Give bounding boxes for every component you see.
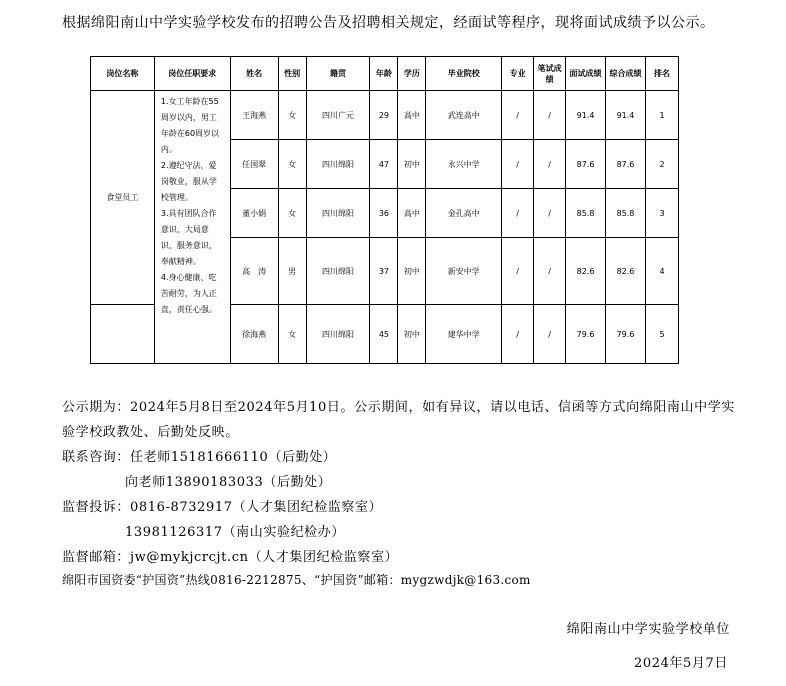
cell-origin: 四川绵阳 — [306, 140, 370, 189]
supervision-row — [62, 496, 382, 515]
header-major: 专业 — [502, 57, 534, 91]
cell-gender: 女 — [278, 189, 306, 238]
cell-age: 45 — [370, 305, 398, 364]
cell-major: / — [502, 238, 534, 305]
signature-org: 绵阳南山中学实验学校单位 — [566, 622, 730, 637]
hotline-text: 绵阳市国资委“护国资”热线0816-2212875、“护国资”邮箱：mygzwdjk@163.com — [62, 573, 531, 587]
cell-rank: 3 — [645, 189, 678, 238]
cell-rank: 1 — [645, 91, 678, 140]
cell-written: / — [534, 305, 566, 364]
cell-origin: 四川绵阳 — [306, 305, 370, 364]
table-header-row — [91, 57, 679, 91]
requirement-item: 2.遵纪守法，爱岗敬业，服从学校管理。 — [160, 161, 217, 202]
position-cell-empty — [91, 305, 155, 364]
email-row — [62, 546, 398, 565]
email-address: jw@mykjcrcjt.cn（人才集团纪检监察室） — [130, 550, 399, 565]
header-requirements: 岗位任职要求 — [154, 57, 230, 91]
cell-written: / — [534, 140, 566, 189]
cell-age: 36 — [370, 189, 398, 238]
cell-education: 初中 — [398, 305, 426, 364]
cell-rank: 5 — [645, 305, 678, 364]
cell-origin: 四川广元 — [306, 91, 370, 140]
header-origin: 籍贯 — [306, 57, 370, 91]
supervision-2: 13981126317（南山实验纪检办） — [125, 525, 345, 540]
header-written: 笔试成绩 — [534, 57, 566, 91]
header-rank: 排名 — [645, 57, 678, 91]
cell-major: / — [502, 305, 534, 364]
cell-gender: 女 — [278, 91, 306, 140]
cell-age: 47 — [370, 140, 398, 189]
cell-school: 武连高中 — [426, 91, 502, 140]
table-row — [91, 91, 679, 140]
cell-overall: 87.6 — [606, 140, 646, 189]
cell-major: / — [502, 140, 534, 189]
requirement-item: 1.女工年龄在55周岁以内，男工年龄在60周岁以内。 — [160, 97, 220, 154]
cell-interview: 82.6 — [566, 238, 606, 305]
cell-written: / — [534, 91, 566, 140]
cell-interview: 79.6 — [566, 305, 606, 364]
table-body — [91, 91, 679, 364]
notice-period-line1: 公示期为：2024年5月8日至2024年5月10日。公示期间，如有异议，请以电话、信函等方式向绵阳南山中学实 — [62, 400, 735, 415]
requirement-item: 3.具有团队合作意识、大局意识、服务意识，奉献精神。 — [160, 209, 217, 266]
cell-school: 金孔高中 — [426, 189, 502, 238]
supervision-1: 0816-8732917（人才集团纪检监察室） — [130, 500, 383, 515]
cell-origin: 四川绵阳 — [306, 189, 370, 238]
cell-interview: 85.8 — [566, 189, 606, 238]
cell-gender: 女 — [278, 140, 306, 189]
cell-gender: 女 — [278, 305, 306, 364]
cell-education: 高中 — [398, 91, 426, 140]
position-cell: 食堂员工 — [91, 91, 155, 305]
cell-name: 任国翠 — [230, 140, 278, 189]
cell-school: 永兴中学 — [426, 140, 502, 189]
cell-interview: 91.4 — [566, 91, 606, 140]
cell-overall: 82.6 — [606, 238, 646, 305]
email-label: 监督邮箱： — [62, 550, 131, 565]
header-interview: 面试成绩 — [566, 57, 606, 91]
cell-school: 新安中学 — [426, 238, 502, 305]
header-age: 年龄 — [370, 57, 398, 91]
cell-major: / — [502, 91, 534, 140]
cell-age: 29 — [370, 91, 398, 140]
header-name: 姓名 — [230, 57, 278, 91]
header-gender: 性别 — [278, 57, 306, 91]
cell-rank: 2 — [645, 140, 678, 189]
contact-label: 联系咨询： — [62, 450, 131, 465]
cell-name: 高 涛 — [230, 238, 278, 305]
cell-education: 高中 — [398, 189, 426, 238]
cell-written: / — [534, 189, 566, 238]
cell-rank: 4 — [645, 238, 678, 305]
cell-education: 初中 — [398, 238, 426, 305]
header-overall: 综合成绩 — [606, 57, 646, 91]
contact-row — [62, 446, 336, 465]
cell-name: 董小娟 — [230, 189, 278, 238]
cell-origin: 四川绵阳 — [306, 238, 370, 305]
header-education: 学历 — [398, 57, 426, 91]
header-school: 毕业院校 — [426, 57, 502, 91]
contact-2: 向老师13890183033（后勤处） — [125, 475, 332, 490]
cell-interview: 87.6 — [566, 140, 606, 189]
notice-period-line2: 验学校政教处、后勤处反映。 — [62, 425, 239, 440]
supervision-label: 监督投诉： — [62, 500, 131, 515]
header-position: 岗位名称 — [91, 57, 155, 91]
cell-overall: 79.6 — [606, 305, 646, 364]
cell-overall: 91.4 — [606, 91, 646, 140]
cell-age: 37 — [370, 238, 398, 305]
cell-gender: 男 — [278, 238, 306, 305]
intro-text: 根据绵阳南山中学实验学校发布的招聘公告及招聘相关规定，经面试等程序，现将面试成绩予以公示。 — [62, 15, 715, 31]
results-table — [90, 56, 679, 364]
cell-name: 王海燕 — [230, 91, 278, 140]
contact-1: 任老师15181666110（后勤处） — [130, 450, 337, 465]
cell-school: 建华中学 — [426, 305, 502, 364]
cell-education: 初中 — [398, 140, 426, 189]
requirements-cell — [154, 91, 230, 364]
cell-written: / — [534, 238, 566, 305]
cell-overall: 85.8 — [606, 189, 646, 238]
signature-date: 2024年5月7日 — [633, 656, 728, 671]
cell-major: / — [502, 189, 534, 238]
cell-name: 徐海燕 — [230, 305, 278, 364]
requirement-item: 4.身心健康、吃苦耐劳，为人正直，责任心强。 — [160, 273, 217, 314]
